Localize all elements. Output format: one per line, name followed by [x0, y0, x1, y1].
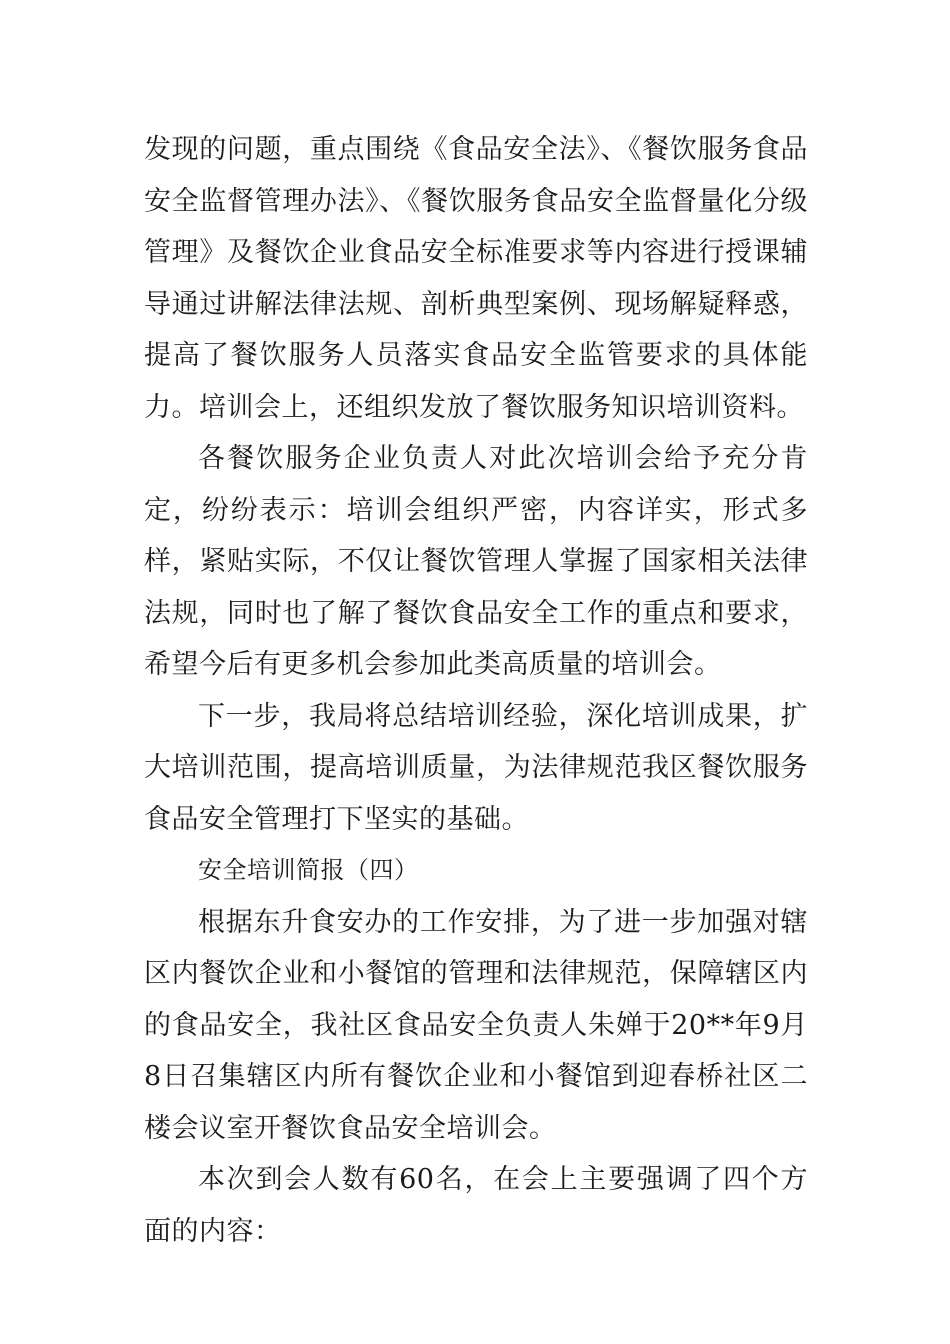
document-body	[144, 124, 808, 1257]
paragraph-feedback: 各餐饮服务企业负责人对此次培训会给予充分肯定，纷纷表示：培训会组织严密，内容详实，形式多样，紧贴实际，不仅让餐饮管理人掌握了国家相关法律法规，同时也了解了餐饮食品安全工作的重点和要求，希望今后有更多机会参加此类高质量的培训会。	[144, 443, 808, 680]
paragraph-attendance: 本次到会人数有60名，在会上主要强调了四个方面的内容：	[144, 1164, 808, 1247]
section-heading: 安全培训简报（四）	[198, 856, 419, 884]
paragraph-next-steps: 下一步，我局将总结培训经验，深化培训成果，扩大培训范围，提高培训质量，为法律规范我区餐饮服务食品安全管理打下坚实的基础。	[144, 700, 808, 835]
paragraph-arrangement: 根据东升食安办的工作安排，为了进一步加强对辖区内餐饮企业和小餐馆的管理和法律规范，保障辖区内的食品安全，我社区食品安全负责人朱婵于20**年9月8日召集辖区内所有餐饮企业和小餐馆到迎春桥社区二楼会议室开餐饮食品安全培训会。	[144, 906, 808, 1144]
paragraph-continued: 发现的问题，重点围绕《食品安全法》、《餐饮服务食品安全监督管理办法》、《餐饮服务食品安全监督量化分级管理》及餐饮企业食品安全标准要求等内容进行授课辅导通过讲解法律法规、剖析典型案例、现场解疑释惑，提高了餐饮服务人员落实食品安全监管要求的具体能力。培训会上，还组织发放了餐饮服务知识培训资料。	[144, 134, 808, 423]
